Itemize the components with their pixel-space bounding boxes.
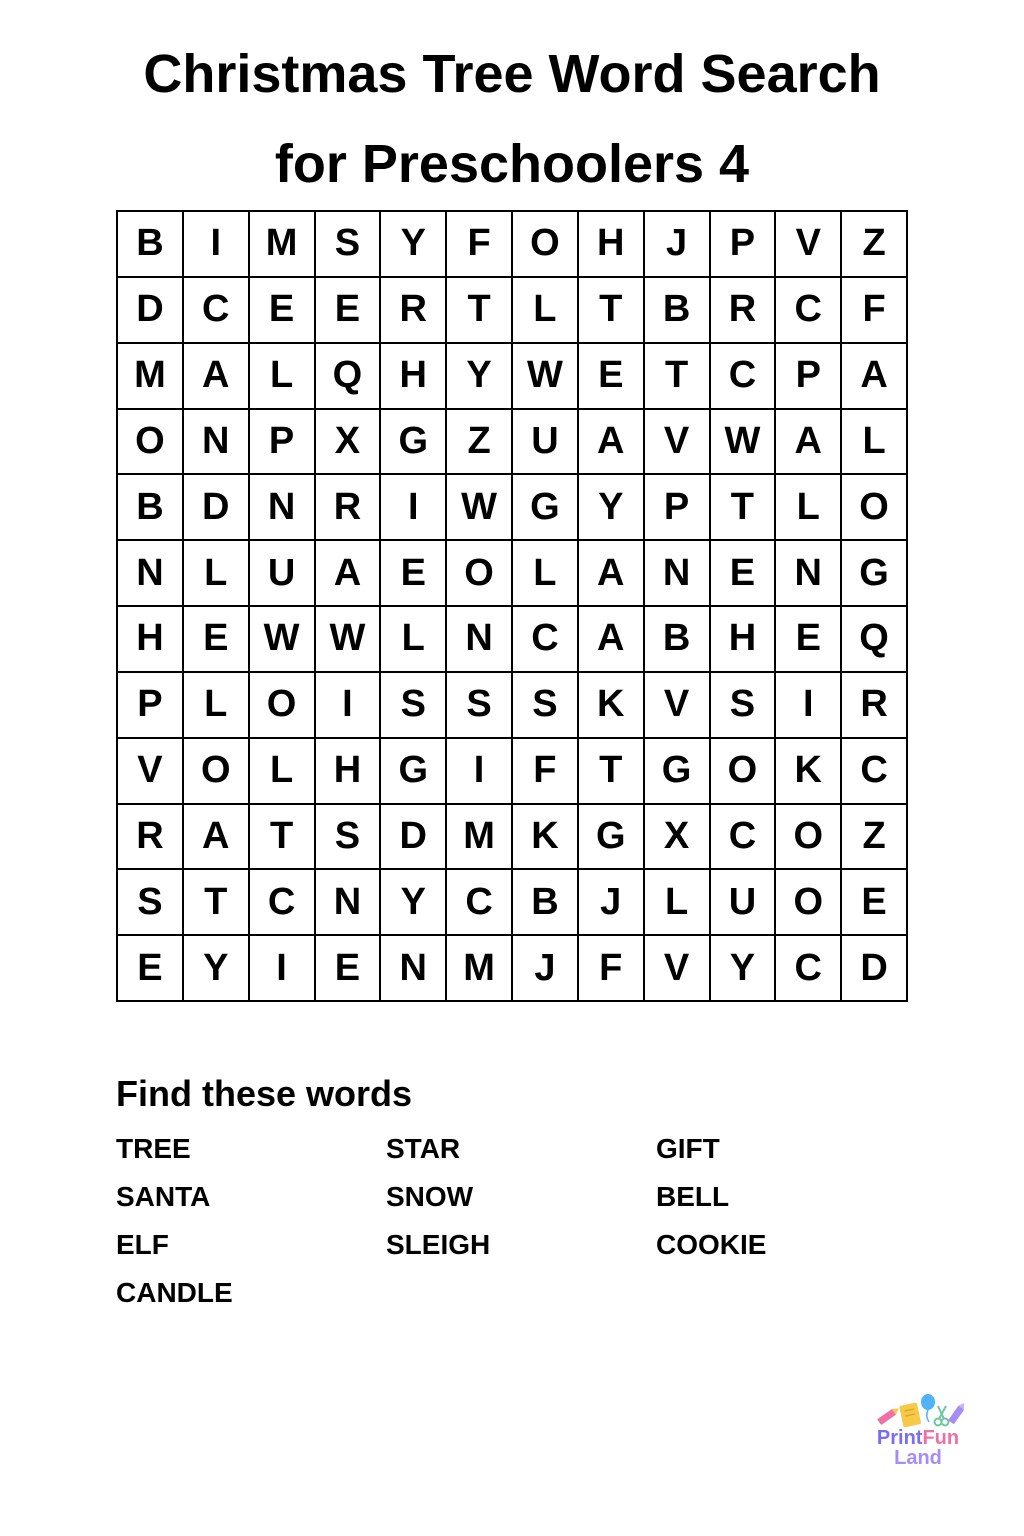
word-item: GIFT [656,1133,720,1164]
grid-cell[interactable]: L [250,739,316,805]
grid-cell[interactable]: O [842,475,908,541]
logo-text [866,1428,970,1468]
grid-cell[interactable]: R [711,278,777,344]
grid-cell[interactable]: L [184,541,250,607]
grid-cell[interactable]: L [842,410,908,476]
grid-cell[interactable]: E [381,541,447,607]
grid-cell[interactable]: M [118,344,184,410]
grid-cell[interactable]: O [118,410,184,476]
grid-cell[interactable]: O [184,739,250,805]
grid-cell[interactable]: T [579,739,645,805]
grid-cell[interactable]: A [842,344,908,410]
grid-cell[interactable]: Q [316,344,382,410]
grid-cell[interactable]: T [645,344,711,410]
grid-cell[interactable]: Y [184,936,250,1002]
grid-cell[interactable]: Y [711,936,777,1002]
grid-cell[interactable]: I [316,673,382,739]
grid-cell[interactable]: A [184,344,250,410]
grid-cell[interactable]: G [645,739,711,805]
grid-cell[interactable]: S [316,212,382,278]
grid-cell[interactable]: H [118,607,184,673]
grid-cell[interactable]: E [118,936,184,1002]
grid-cell[interactable]: P [645,475,711,541]
grid-cell[interactable]: C [842,739,908,805]
grid-cell[interactable]: E [184,607,250,673]
grid-cell[interactable]: S [513,673,579,739]
grid-cell[interactable]: V [776,212,842,278]
grid-cell[interactable]: N [381,936,447,1002]
grid-cell[interactable]: O [447,541,513,607]
grid-cell[interactable]: N [250,475,316,541]
grid-cell[interactable]: S [711,673,777,739]
grid-cell[interactable]: T [579,278,645,344]
grid-cell[interactable]: L [776,475,842,541]
grid-cell[interactable]: G [513,475,579,541]
grid-cell[interactable]: Y [579,475,645,541]
grid-cell[interactable]: Y [447,344,513,410]
grid-cell[interactable]: J [645,212,711,278]
grid-cell[interactable]: N [447,607,513,673]
grid-cell[interactable]: C [184,278,250,344]
word-search-grid [116,210,908,1002]
grid-cell[interactable]: F [579,936,645,1002]
word-item: SANTA [116,1181,211,1212]
grid-cell[interactable]: I [381,475,447,541]
grid-cell[interactable]: X [316,410,382,476]
grid-cell[interactable]: I [776,673,842,739]
grid-cell[interactable]: E [842,870,908,936]
grid-cell[interactable]: H [579,212,645,278]
grid-cell[interactable]: X [645,805,711,871]
grid-cell[interactable]: P [776,344,842,410]
grid-cell[interactable]: M [447,805,513,871]
grid-cell[interactable]: N [645,541,711,607]
grid-cell[interactable]: G [579,805,645,871]
grid-cell[interactable]: C [513,607,579,673]
grid-cell[interactable]: Z [842,805,908,871]
word-item: SNOW [386,1181,474,1212]
grid-cell[interactable]: Y [381,212,447,278]
grid-cell[interactable]: S [118,870,184,936]
grid-cell[interactable]: A [579,410,645,476]
grid-cell[interactable]: A [579,607,645,673]
grid-cell[interactable]: O [711,739,777,805]
grid-cell[interactable]: K [513,805,579,871]
word-item: TREE [116,1133,191,1164]
logo-text-land: Land [894,1447,942,1469]
grid-cell[interactable]: B [645,278,711,344]
grid-cell[interactable]: N [118,541,184,607]
grid-cell[interactable]: J [579,870,645,936]
grid-cell[interactable]: N [316,870,382,936]
page-title: Christmas Tree Word Search [143,44,881,104]
grid-cell[interactable]: R [118,805,184,871]
grid-cell[interactable]: Y [381,870,447,936]
grid-cell[interactable]: F [842,278,908,344]
page-subtitle: for Preschoolers 4 [274,134,750,194]
grid-cell[interactable]: V [645,410,711,476]
grid-cell[interactable]: E [579,344,645,410]
logo-text-print: Print [876,1427,923,1449]
grid-cell[interactable]: C [776,278,842,344]
grid-cell[interactable]: H [316,739,382,805]
grid-cell[interactable]: W [316,607,382,673]
grid-cell[interactable]: H [381,344,447,410]
word-item: SLEIGH [386,1229,491,1260]
grid-cell[interactable]: C [776,936,842,1002]
school-supplies-icon [874,1392,964,1432]
grid-cell[interactable]: B [118,475,184,541]
grid-cell[interactable]: I [250,936,316,1002]
grid-cell[interactable]: D [381,805,447,871]
grid-cell[interactable]: A [776,410,842,476]
grid-cell[interactable]: T [711,475,777,541]
grid-cell[interactable]: H [711,607,777,673]
grid-cell[interactable]: V [645,936,711,1002]
grid-cell[interactable]: E [250,278,316,344]
grid-cell[interactable]: C [711,805,777,871]
grid-cell[interactable]: Z [842,212,908,278]
grid-cell[interactable]: N [184,410,250,476]
word-item: STAR [386,1133,461,1164]
grid-cell[interactable]: W [250,607,316,673]
grid-cell[interactable]: O [776,805,842,871]
grid-cell[interactable]: D [842,936,908,1002]
grid-cell[interactable]: B [118,212,184,278]
grid-cell[interactable]: M [447,936,513,1002]
word-item: ELF [116,1229,169,1260]
find-words-heading: Find these words [116,1073,413,1114]
grid-cell[interactable]: P [711,212,777,278]
grid-cell[interactable]: D [118,278,184,344]
grid-cell[interactable]: L [250,344,316,410]
grid-cell[interactable]: C [447,870,513,936]
grid-cell[interactable]: E [776,607,842,673]
grid-cell[interactable]: U [250,541,316,607]
grid-cell[interactable]: J [513,936,579,1002]
grid-cell[interactable]: O [513,212,579,278]
grid-cell[interactable]: K [776,739,842,805]
grid-cell[interactable]: A [316,541,382,607]
grid-cell[interactable]: R [316,475,382,541]
grid-cell[interactable]: T [184,870,250,936]
grid-cell[interactable]: G [842,541,908,607]
grid-cell[interactable]: N [776,541,842,607]
grid-cell[interactable]: T [250,805,316,871]
grid-cell[interactable]: L [513,278,579,344]
grid-cell[interactable]: U [711,870,777,936]
grid-cell[interactable]: S [316,805,382,871]
grid-cell[interactable]: C [711,344,777,410]
grid-cell[interactable]: F [513,739,579,805]
grid-cell[interactable]: E [711,541,777,607]
grid-cell[interactable]: I [447,739,513,805]
grid-cell[interactable]: L [381,607,447,673]
grid-cell[interactable]: W [447,475,513,541]
grid-cell[interactable]: W [711,410,777,476]
grid-cell[interactable]: L [184,673,250,739]
grid-cell[interactable]: W [513,344,579,410]
grid-cell[interactable]: B [645,607,711,673]
word-item: BELL [656,1181,730,1212]
grid-cell[interactable]: E [316,278,382,344]
grid-cell[interactable]: P [250,410,316,476]
grid-cell[interactable]: B [513,870,579,936]
grid-cell[interactable]: I [184,212,250,278]
grid-cell[interactable]: S [381,673,447,739]
grid-cell[interactable]: E [316,936,382,1002]
grid-cell[interactable]: A [579,541,645,607]
grid-cell[interactable]: A [184,805,250,871]
grid-cell[interactable]: T [447,278,513,344]
grid-cell[interactable]: O [776,870,842,936]
grid-cell[interactable]: D [184,475,250,541]
grid-cell[interactable]: Q [842,607,908,673]
grid-cell[interactable]: S [447,673,513,739]
grid-cell[interactable]: R [842,673,908,739]
grid-cell[interactable]: R [381,278,447,344]
grid-cell[interactable]: L [513,541,579,607]
grid-cell[interactable]: G [381,739,447,805]
word-item: CANDLE [116,1277,233,1308]
logo-text-fun: Fun [922,1427,960,1449]
grid-cell[interactable]: M [250,212,316,278]
grid-cell[interactable]: U [513,410,579,476]
grid-cell[interactable]: V [645,673,711,739]
grid-cell[interactable]: C [250,870,316,936]
grid-cell[interactable]: K [579,673,645,739]
grid-cell[interactable]: F [447,212,513,278]
word-item: COOKIE [656,1229,767,1260]
grid-cell[interactable]: Z [447,410,513,476]
grid-cell[interactable]: L [645,870,711,936]
printfunland-logo [866,1392,970,1472]
word-list [116,1130,926,1322]
grid-cell[interactable]: V [118,739,184,805]
grid-cell[interactable]: O [250,673,316,739]
grid-cell[interactable]: G [381,410,447,476]
grid-cell[interactable]: P [118,673,184,739]
